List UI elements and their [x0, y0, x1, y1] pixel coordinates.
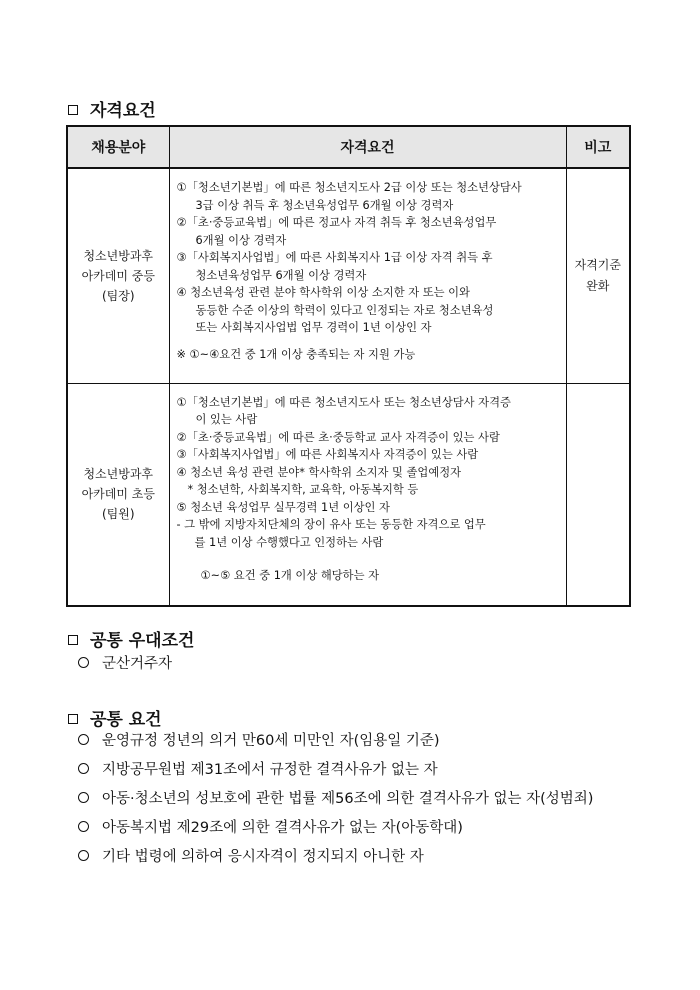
requirement-line: ⑤ 청소년 육성업무 실무경력 1년 이상인 자 [176, 500, 390, 514]
circle-bullet-icon [78, 850, 89, 861]
common-requirements-list [78, 725, 593, 870]
note-cell [566, 168, 630, 383]
list-item [78, 725, 593, 754]
requirement-line: 6개월 이상 경력자 [195, 233, 287, 247]
field-line: 아카데미 중등 [81, 268, 155, 283]
requirement-line: 동등한 수준 이상의 학력이 있다고 인정되는 자로 청소년육성 [195, 303, 494, 317]
preference-list [78, 648, 172, 677]
list-item [78, 648, 172, 677]
circle-bullet-icon [78, 792, 89, 803]
square-bullet-icon [68, 635, 78, 645]
field-line: (팀원) [101, 507, 135, 522]
requirement-line: 를 1년 이상 수행했다고 인정하는 사람 [194, 535, 384, 549]
requirements-table [66, 125, 631, 607]
requirement-line: ①「청소년기본법」에 따른 청소년지도사 또는 청소년상담사 자격증 [176, 395, 511, 409]
requirement-note-line: ※ ①~④요건 중 1개 이상 충족되는 자 지원 가능 [176, 347, 416, 361]
field-line: 청소년방과후 [83, 467, 154, 482]
note-line: 완화 [586, 278, 610, 293]
square-bullet-icon [68, 105, 78, 115]
requirement-line: ②「초·중등교육법」에 따른 초·중등학교 교사 자격증이 있는 사람 [176, 430, 500, 444]
header-requirements: 자격요건 [169, 126, 566, 168]
field-line: (팀장) [101, 288, 135, 303]
requirement-line: - 그 밖에 지방자치단체의 장이 유사 또는 동등한 자격으로 업무 [176, 518, 486, 531]
field-line: 청소년방과후 [83, 248, 154, 263]
section-title-text: 공통 요건 [90, 710, 162, 730]
circle-bullet-icon [78, 821, 89, 832]
header-note: 비고 [566, 126, 630, 168]
requirement-line: ③「사회복지사업법」에 따른 사회복지사 1급 이상 자격 취득 후 [176, 251, 493, 264]
requirement-line: ①「청소년기본법」에 따른 청소년지도사 2급 이상 또는 청소년상담사 [176, 181, 522, 194]
requirement-line: ④ 청소년 육성 관련 분야* 학사학위 소지자 및 졸업예정자 [176, 465, 462, 479]
requirement-line: 청소년육성업무 6개월 이상 경력자 [195, 268, 367, 282]
list-item [78, 841, 593, 870]
requirement-line: ③「사회복지사업법」에 따른 사회복지사 자격증이 있는 사람 [176, 448, 479, 461]
list-item-text: 아동복지법 제29조에 의한 결격사유가 없는 자(아동학대) [102, 820, 463, 836]
table-header-row [67, 126, 630, 168]
list-item-text: 기타 법령에 의하여 응시자격이 정지되지 아니한 자 [102, 849, 424, 865]
list-item-text: 아동·청소년의 성보호에 관한 법률 제56조에 의한 결격사유가 없는 자(성범죄) [102, 791, 594, 807]
list-item [78, 812, 593, 841]
section-title-text: 자격요건 [90, 101, 156, 121]
field-cell [67, 168, 169, 383]
list-item-text: 군산거주자 [102, 656, 173, 672]
requirement-line: 또는 사회복지사업법 업무 경력이 1년 이상인 자 [195, 321, 432, 334]
circle-bullet-icon [78, 657, 89, 668]
field-line: 아카데미 초등 [81, 487, 155, 502]
section-title-qualifications [68, 96, 156, 121]
requirement-line: ④ 청소년육성 관련 분야 학사학위 이상 소지한 자 또는 이와 [176, 286, 470, 299]
square-bullet-icon [68, 714, 78, 724]
table-row [67, 168, 630, 383]
section-title-text: 공통 우대조건 [90, 631, 195, 651]
note-line: 자격기준 [574, 257, 621, 272]
list-item-text: 운영규정 정년의 의거 만60세 미만인 자(임용일 기준) [102, 733, 440, 749]
requirement-note-line: ①~⑤ 요건 중 1개 이상 해당하는 자 [200, 569, 379, 582]
requirement-line: 3급 이상 취득 후 청소년육성업무 6개월 이상 경력자 [195, 198, 454, 212]
circle-bullet-icon [78, 763, 89, 774]
list-item [78, 783, 593, 812]
circle-bullet-icon [78, 734, 89, 745]
requirements-cell [169, 383, 566, 606]
note-cell [566, 383, 630, 606]
list-item [78, 754, 593, 783]
list-item-text: 지방공무원법 제31조에서 규정한 결격사유가 없는 자 [102, 762, 438, 778]
requirement-line: 이 있는 사람 [195, 413, 258, 426]
requirement-line: ②「초·중등교육법」에 따른 정교사 자격 취득 후 청소년육성업무 [176, 216, 497, 229]
table-row [67, 383, 630, 606]
header-field: 채용분야 [67, 126, 169, 168]
requirements-cell [169, 168, 566, 383]
field-cell [67, 383, 169, 606]
requirement-line: * 청소년학, 사회복지학, 교육학, 아동복지학 등 [187, 483, 419, 496]
